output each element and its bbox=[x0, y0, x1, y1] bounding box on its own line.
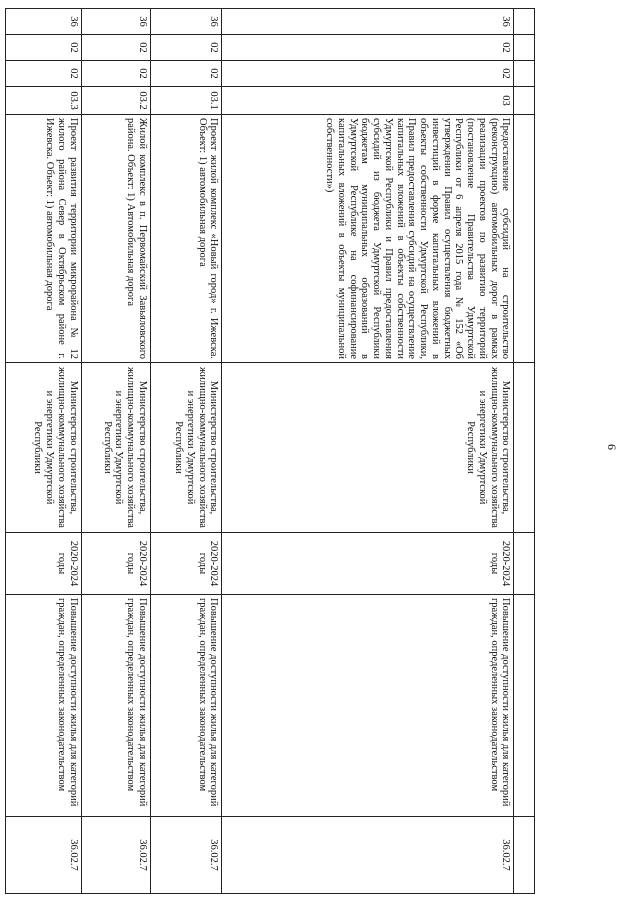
cell-name bbox=[514, 115, 535, 363]
page-number: 9 bbox=[604, 444, 619, 450]
rotated-table-wrapper bbox=[5, 8, 535, 893]
cell-code-4: 03.2 bbox=[81, 87, 150, 115]
cell-code-2 bbox=[514, 35, 535, 61]
cell-code-3 bbox=[514, 61, 535, 87]
cell-name: Предоставление субсидий на строительство (реконструкцию) автомобильных дорог в рамках реализации проектов по развитию территорий (постановление Правительства Удмуртской Республики от 6 апреля 2015 года № 152 «Об утверждении Правил осуществления бюджетных инвестиций в форме капитальных вложений в объекты собственности Удмуртской Республики, Правил предоставления субсидий на осуществление капитальных вложений в объекты собственности Удмуртской Республики и Правил предоставления субсидий из бюджета Удмуртской Республики бюджетам муниципальных образований в Удмуртской Республике на софинансирование капитальных вложений в объекты муниципальной собственности») bbox=[222, 115, 514, 363]
cell-code-4: 03.1 bbox=[150, 87, 221, 115]
cell-result: Повышение доступности жилья для категорий граждан, определенных законодательством bbox=[6, 595, 82, 817]
program-table bbox=[5, 8, 535, 894]
table-row bbox=[150, 9, 221, 894]
table-row bbox=[514, 9, 535, 894]
cell-result bbox=[514, 595, 535, 817]
cell-target: 36.02.7 bbox=[6, 817, 82, 894]
cell-result: Повышение доступности жилья для категорий граждан, определенных законодательством bbox=[81, 595, 150, 817]
cell-code-1: 36 bbox=[81, 9, 150, 35]
cell-code-3: 02 bbox=[6, 61, 82, 87]
cell-period: 2020-2024 годы bbox=[81, 533, 150, 595]
cell-period: 2020-2024 годы bbox=[6, 533, 82, 595]
cell-period bbox=[514, 533, 535, 595]
cell-code-3: 02 bbox=[150, 61, 221, 87]
cell-code-1: 36 bbox=[150, 9, 221, 35]
cell-name: Жилой комплекс в п. Первомайский Завьяловского района. Объект: 1) Автомобильная дорога bbox=[81, 115, 150, 363]
cell-responsible: Министерство строительства, жилищно-коммунального хозяйства и энергетики Удмуртской Республики bbox=[6, 363, 82, 533]
table-row bbox=[81, 9, 150, 894]
cell-code-4: 03 bbox=[222, 87, 514, 115]
cell-code-2: 02 bbox=[6, 35, 82, 61]
cell-name: Проект развития территории микрорайона № 12 жилого района Север в Октябрьском районе г. Ижевска. Объект: 1) автомобильная дорога bbox=[6, 115, 82, 363]
cell-code-2: 02 bbox=[222, 35, 514, 61]
cell-code-1: 36 bbox=[222, 9, 514, 35]
cell-responsible: Министерство строительства, жилищно-коммунального хозяйства и энергетики Удмуртской Республики bbox=[222, 363, 514, 533]
cell-name: Проект жилой комплекс «Новый город» г. Ижевска. Объект: 1) автомобильная дорога bbox=[150, 115, 221, 363]
cell-period: 2020-2024 годы bbox=[222, 533, 514, 595]
cell-target: 36.02.7 bbox=[222, 817, 514, 894]
cell-period: 2020-2024 годы bbox=[150, 533, 221, 595]
cell-code-1 bbox=[514, 9, 535, 35]
cell-result: Повышение доступности жилья для категорий граждан, определенных законодательством bbox=[150, 595, 221, 817]
cell-result: Повышение доступности жилья для категорий граждан, определенных законодательством bbox=[222, 595, 514, 817]
table-row bbox=[222, 9, 514, 894]
cell-code-1: 36 bbox=[6, 9, 82, 35]
cell-code-4: 03.3 bbox=[6, 87, 82, 115]
cell-responsible bbox=[514, 363, 535, 533]
cell-code-2: 02 bbox=[150, 35, 221, 61]
cell-target bbox=[514, 817, 535, 894]
cell-code-3: 02 bbox=[222, 61, 514, 87]
table-row bbox=[6, 9, 82, 894]
cell-responsible: Министерство строительства, жилищно-коммунального хозяйства и энергетики Удмуртской Республики bbox=[81, 363, 150, 533]
cell-target: 36.02.7 bbox=[150, 817, 221, 894]
cell-code-4 bbox=[514, 87, 535, 115]
cell-responsible: Министерство строительства, жилищно-коммунального хозяйства и энергетики Удмуртской Республики bbox=[150, 363, 221, 533]
cell-code-3: 02 bbox=[81, 61, 150, 87]
cell-code-2: 02 bbox=[81, 35, 150, 61]
cell-target: 36.02.7 bbox=[81, 817, 150, 894]
